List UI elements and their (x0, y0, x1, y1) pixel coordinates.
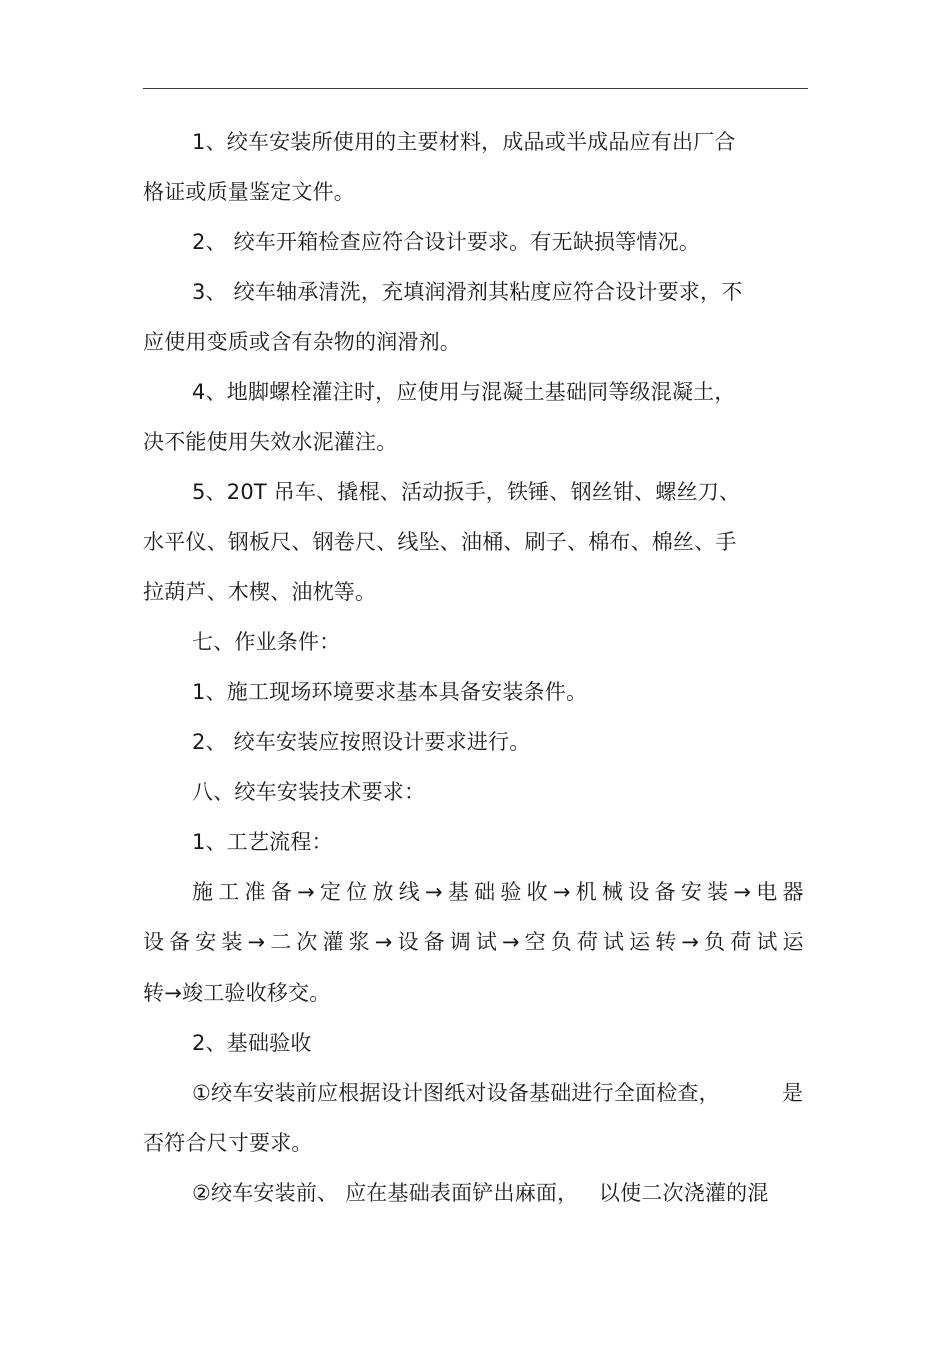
glyph: 安 (680, 880, 703, 904)
paragraph-line: 水平仪、钢板尺、钢卷尺、线坠、油桶、刷子、棉布、棉丝、手 (143, 530, 737, 554)
glyph: 安 (195, 930, 217, 954)
glyph: 试 (756, 930, 778, 954)
glyph: 设 (628, 880, 650, 904)
glyph: 转 (655, 930, 677, 954)
glyph: 机 (575, 880, 597, 904)
paragraph-line: ②绞车安装前、 应在基础表面铲出麻面， 以使二次浇灌的混 (192, 1181, 769, 1205)
glyph: 位 (346, 880, 368, 904)
glyph: 工 (218, 880, 240, 904)
paragraph-line: 拉葫芦、木楔、油枕等。 (143, 580, 377, 604)
paragraph-line: 5、20T 吊车、撬棍、活动扳手，铁锤、钢丝钳、螺丝刀、 (192, 480, 741, 504)
glyph: 负 (550, 930, 572, 954)
glyph: 验 (500, 880, 522, 904)
glyph: 浆 (348, 930, 370, 954)
glyph: 备 (169, 930, 191, 954)
glyph: 运 (629, 930, 651, 954)
glyph: 械 (602, 880, 624, 904)
glyph: 试 (603, 930, 625, 954)
paragraph-line: 应使用变质或含有杂物的润滑剂。 (143, 330, 461, 354)
glyph: 设 (397, 930, 419, 954)
glyph: 电 (756, 880, 778, 904)
glyph: 装 (707, 880, 729, 904)
glyph: 试 (475, 930, 498, 954)
glyph: 调 (449, 930, 471, 954)
glyph: 荷 (730, 930, 752, 954)
paragraph-line: 决不能使用失效水泥灌注。 (143, 430, 398, 454)
process-flow-line: 转→竣工验收移交。 (143, 981, 331, 1005)
glyph: 负 (704, 930, 726, 954)
header-rule (143, 88, 808, 89)
glyph: → (733, 880, 752, 904)
paragraph-line-tail: 是 (782, 1081, 804, 1105)
paragraph-line: 1、施工现场环境要求基本具备安装条件。 (192, 680, 588, 704)
section-heading: 七、作业条件： (192, 630, 341, 654)
glyph: 础 (474, 880, 496, 904)
process-flow-line (143, 929, 804, 955)
glyph: → (681, 930, 700, 954)
glyph: 器 (782, 880, 804, 904)
glyph: 施 (192, 880, 214, 904)
glyph: 线 (398, 880, 420, 904)
paragraph-line: 格证或质量鉴定文件。 (143, 180, 355, 204)
glyph: 放 (372, 880, 394, 904)
paragraph-line: 否符合尺寸要求。 (143, 1131, 313, 1155)
glyph: 次 (296, 930, 318, 954)
glyph: 灌 (322, 930, 344, 954)
paragraph-line: 2、 绞车开箱检查应符合设计要求。有无缺损等情况。 (192, 230, 701, 254)
glyph: → (297, 880, 315, 904)
glyph: 收 (526, 880, 548, 904)
paragraph-line: 4、地脚螺栓灌注时，应使用与混凝土基础同等级混凝土， (192, 380, 736, 404)
glyph: 准 (244, 880, 266, 904)
glyph: 装 (221, 930, 243, 954)
glyph: 运 (782, 930, 804, 954)
glyph: → (501, 930, 520, 954)
glyph: → (424, 880, 443, 904)
glyph: → (552, 880, 571, 904)
glyph: → (374, 930, 393, 954)
section-heading: 八、绞车安装技术要求： (192, 780, 426, 804)
glyph: 定 (319, 880, 342, 904)
glyph: 备 (270, 880, 292, 904)
glyph: 备 (654, 880, 676, 904)
glyph: 基 (447, 880, 470, 904)
paragraph-line: 2、 绞车安装应按照设计要求进行。 (192, 730, 531, 754)
glyph: 空 (524, 930, 546, 954)
subsection-heading: 2、基础验收 (192, 1031, 312, 1055)
paragraph-line: 3、 绞车轴承清洗，充填润滑剂其粘度应符合设计要求，不 (192, 280, 743, 304)
glyph: 设 (143, 930, 165, 954)
subsection-heading: 1、工艺流程： (192, 830, 333, 854)
paragraph-line: ①绞车安装前应根据设计图纸对设备基础进行全面检查， (192, 1081, 720, 1105)
paragraph-line: 1、绞车安装所使用的主要材料，成品或半成品应有出厂合 (192, 130, 736, 154)
glyph: → (247, 930, 266, 954)
glyph: 二 (270, 930, 292, 954)
process-flow-line (192, 879, 804, 905)
glyph: 备 (423, 930, 445, 954)
glyph: 荷 (576, 930, 599, 954)
